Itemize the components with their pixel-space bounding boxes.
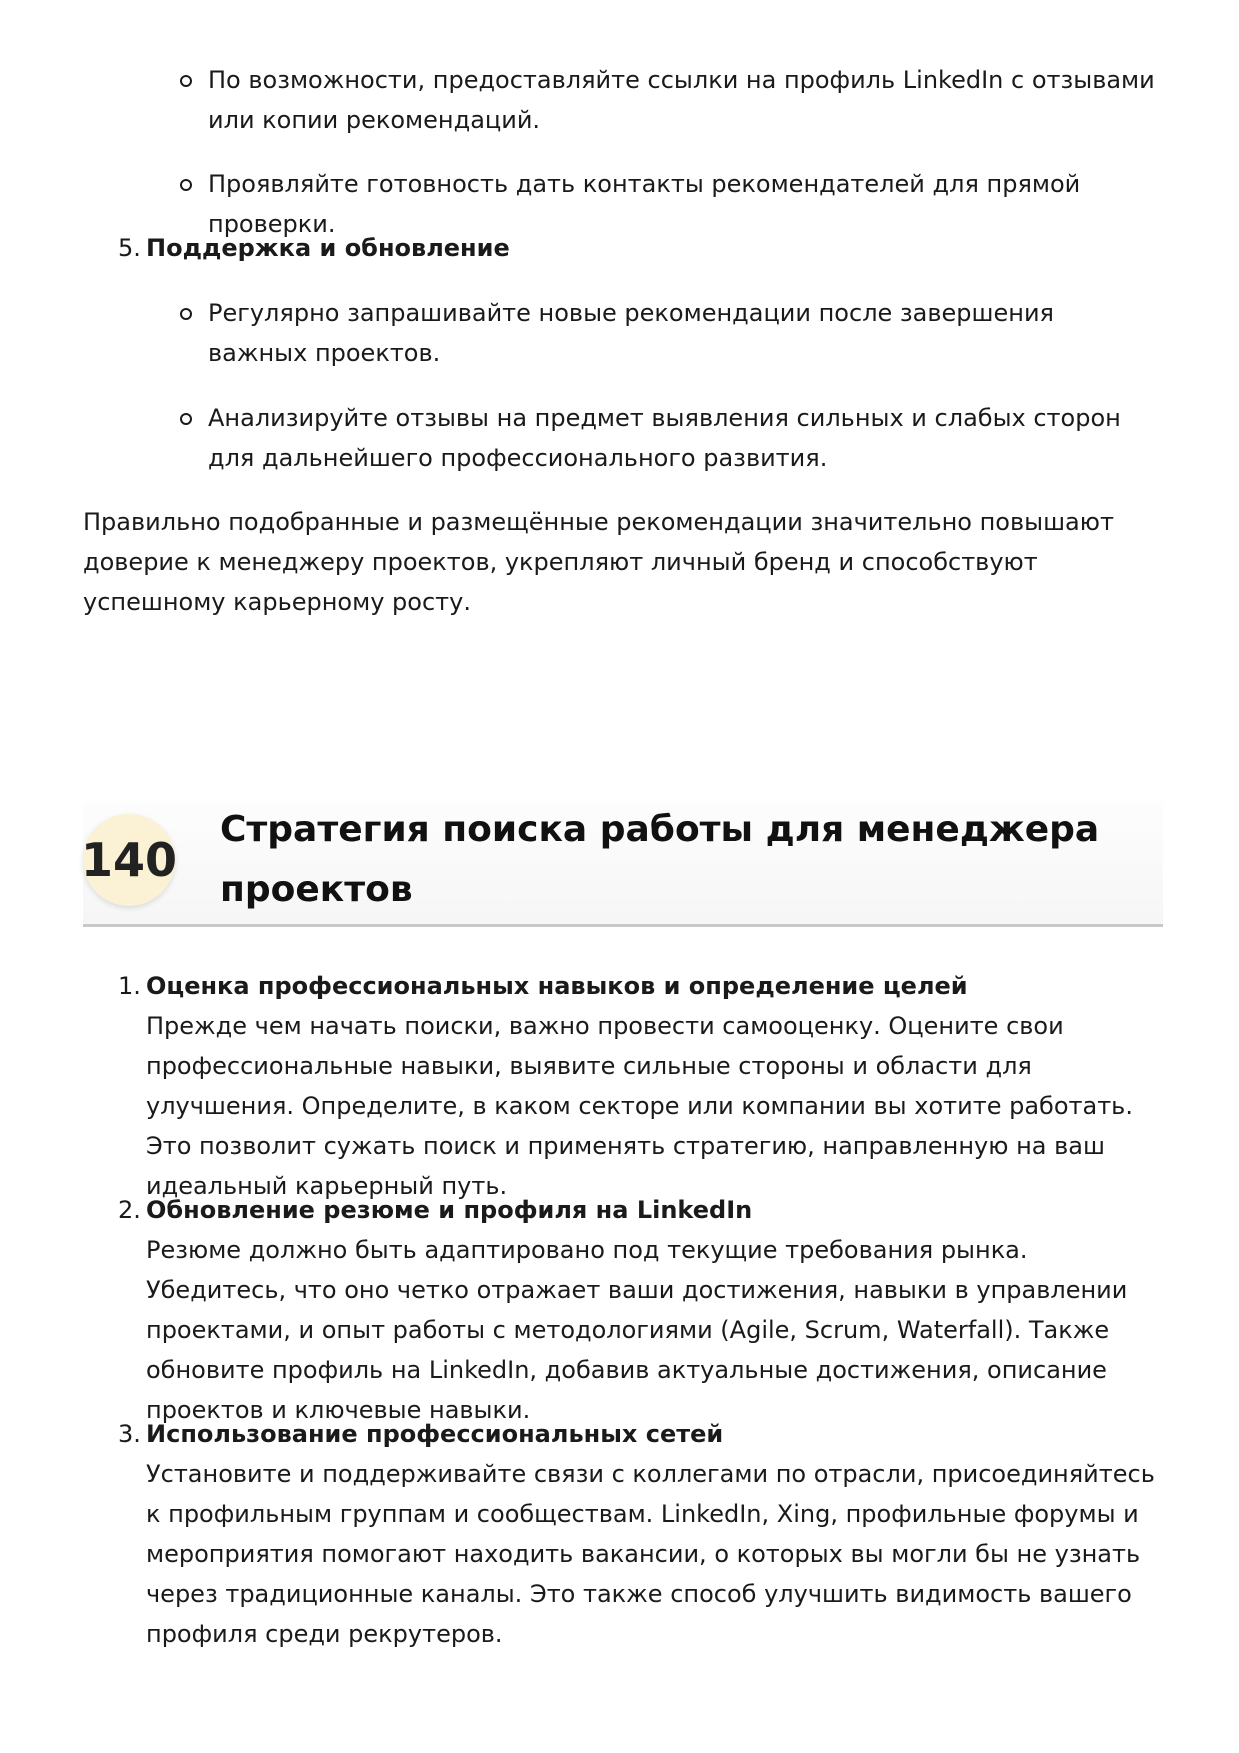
list-heading-item-5 xyxy=(118,228,510,268)
strategy-item-1 xyxy=(118,966,1168,1206)
strategy-item-title: Оценка профессиональных навыков и определение целей xyxy=(146,972,968,1000)
list-item: Проявляйте готовность дать контакты рекомендателей для прямой проверки. xyxy=(208,164,1158,244)
strategy-item-body: Резюме должно быть адаптировано под текущие требования рынка. Убедитесь, что оно четко отражает ваши достижения, навыки в управлении проектами, и опыт работы с методологиями (Agile, Scrum, Waterfall). Также обновите профиль на LinkedIn, добавив актуальные достижения, описание проектов и ключевые навыки. xyxy=(146,1236,1128,1424)
strategy-item-title: Обновление резюме и профиля на LinkedIn xyxy=(146,1196,753,1224)
list-number: 2. xyxy=(118,1196,141,1224)
chapter-number-badge: 140 xyxy=(83,814,175,906)
list-item: По возможности, предоставляйте ссылки на профиль LinkedIn с отзывами или копии рекомендаций. xyxy=(208,60,1158,140)
list-number: 3. xyxy=(118,1420,141,1448)
list-item: Анализируйте отзывы на предмет выявления сильных и слабых сторон для дальнейшего профессионального развития. xyxy=(208,398,1158,478)
list-number: 1. xyxy=(118,972,141,1000)
list-heading-title: Поддержка и обновление xyxy=(146,234,510,262)
strategy-item-title: Использование профессиональных сетей xyxy=(146,1420,724,1448)
strategy-item-body: Прежде чем начать поиски, важно провести самооценку. Оцените свои профессиональные навыки, выявите сильные стороны и области для улучшения. Определите, в каком секторе или компании вы хотите работать. Это позволит сужать поиск и применять стратегию, направленную на ваш идеальный карьерный путь. xyxy=(146,1012,1133,1200)
strategy-item-3 xyxy=(118,1414,1168,1654)
strategy-item-2 xyxy=(118,1190,1168,1430)
chapter-title: Стратегия поиска работы для менеджера проектов xyxy=(220,809,1100,910)
closing-paragraph: Правильно подобранные и размещённые рекомендации значительно повышают доверие к менеджеру проектов, укрепляют личный бренд и способствуют успешному карьерному росту. xyxy=(83,508,1114,616)
list-item: Регулярно запрашивайте новые рекомендации после завершения важных проектов. xyxy=(208,293,1158,373)
list-number: 5. xyxy=(118,234,141,262)
strategy-item-body: Установите и поддерживайте связи с коллегами по отрасли, присоединяйтесь к профильным группам и сообществам. LinkedIn, Xing, профильные форумы и мероприятия помогают находить вакансии, о которых вы могли бы не узнать через традиционные каналы. Это также способ улучшить видимость вашего профиля среди рекрутеров. xyxy=(146,1460,1155,1648)
